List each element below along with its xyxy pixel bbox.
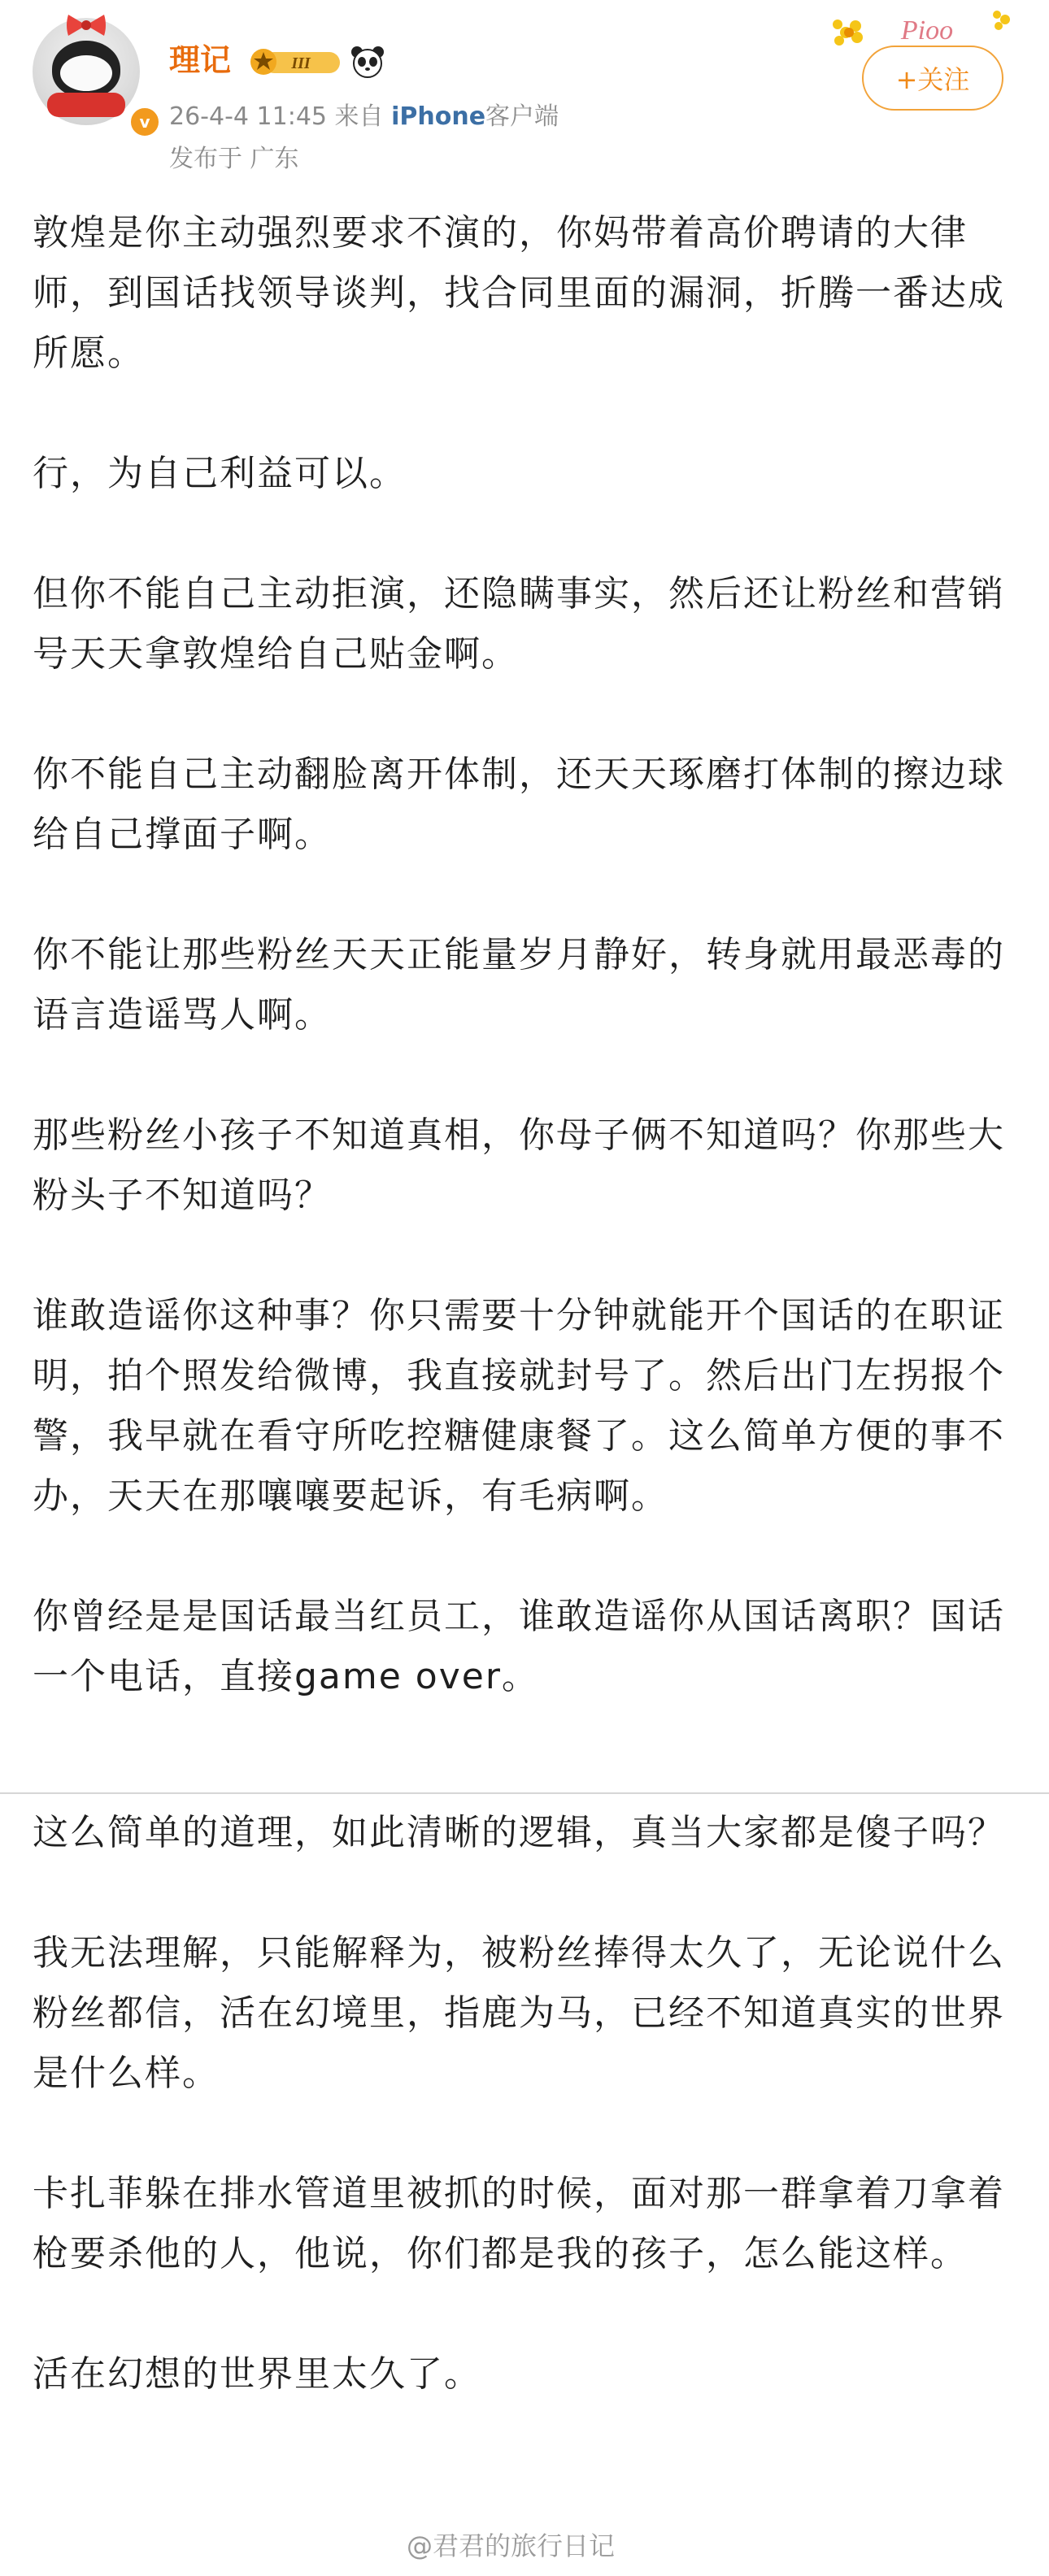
post-paragraph: 你不能让那些粉丝天天正能量岁月静好，转身就用最恶毒的语言造谣骂人啊。 [33, 934, 1005, 1036]
post-body [33, 203, 1016, 1767]
verified-icon: v [128, 106, 161, 138]
post-paragraph: 行，为自己利益可以。 [33, 453, 407, 494]
level-badge-text: III [291, 54, 311, 72]
username[interactable]: 理记 [169, 42, 232, 78]
scarf-shape [47, 93, 125, 117]
post-paragraph: 卡扎菲躲在排水管道里被抓的时候，面对那一群拿着刀拿着枪要杀他的人，他说，你们都是我的孩子，怎么能这样。 [33, 2173, 1005, 2274]
post-body-continued [33, 1803, 1016, 2465]
post-paragraph: 敦煌是你主动强烈要求不演的，你妈带着高价聘请的大律师，到国话找领导谈判，找合同里面的漏洞，折腾一番达成所愿。 [33, 212, 1005, 374]
level-badge-icon [249, 47, 343, 76]
panda-icon [350, 44, 385, 80]
post-paragraph: 我无法理解，只能解释为，被粉丝捧得太久了，无论说什么粉丝都信，活在幻境里，指鹿为马，已经不知道真实的世界是什么样。 [33, 1932, 1005, 2094]
post-timestamp: 26-4-4 11:45 [169, 102, 327, 131]
follow-button[interactable]: +关注 [862, 46, 1003, 111]
post-paragraph: 谁敢造谣你这种事？你只需要十分钟就能开个国话的在职证明，拍个照发给微博，我直接就封号了。然后出门左拐报个警，我早就在看守所吃控糖健康餐了。这么简单方便的事不办，天天在那嚷嚷要起诉，有毛病啊。 [33, 1295, 1005, 1517]
decoration-text: Pioo [900, 15, 954, 46]
post-paragraph: 你曾经是是国话最当红员工，谁敢造谣你从国话离职？国话一个电话，直接game over。 [33, 1596, 1005, 1697]
device-link[interactable]: iPhone [391, 102, 486, 131]
post-location: 发布于 广东 [169, 145, 299, 173]
device-suffix: 客户端 [485, 102, 559, 131]
post-paragraph: 这么简单的道理，如此清晰的逻辑，真当大家都是傻子吗？ [33, 1812, 1005, 1853]
post-paragraph: 活在幻想的世界里太久了。 [33, 2353, 481, 2395]
screenshot-divider [0, 1792, 1049, 1794]
post-paragraph: 但你不能自己主动拒演，还隐瞒事实，然后还让粉丝和营销号天天拿敦煌给自己贴金啊。 [33, 573, 1005, 675]
source-prefix: 来自 [334, 102, 384, 131]
bow-icon [65, 13, 107, 37]
post-paragraph: 你不能自己主动翻脸离开体制，还天天琢磨打体制的擦边球给自己撑面子啊。 [33, 754, 1005, 855]
post-header [0, 0, 1049, 195]
post-meta [169, 101, 559, 133]
post-paragraph: 那些粉丝小孩子不知道真相，你母子俩不知道吗？你那些大粉头子不知道吗？ [33, 1114, 1005, 1216]
penguin-face [52, 41, 120, 98]
avatar[interactable] [33, 18, 150, 132]
watermark: @君君的旅行日记 [407, 2530, 616, 2561]
